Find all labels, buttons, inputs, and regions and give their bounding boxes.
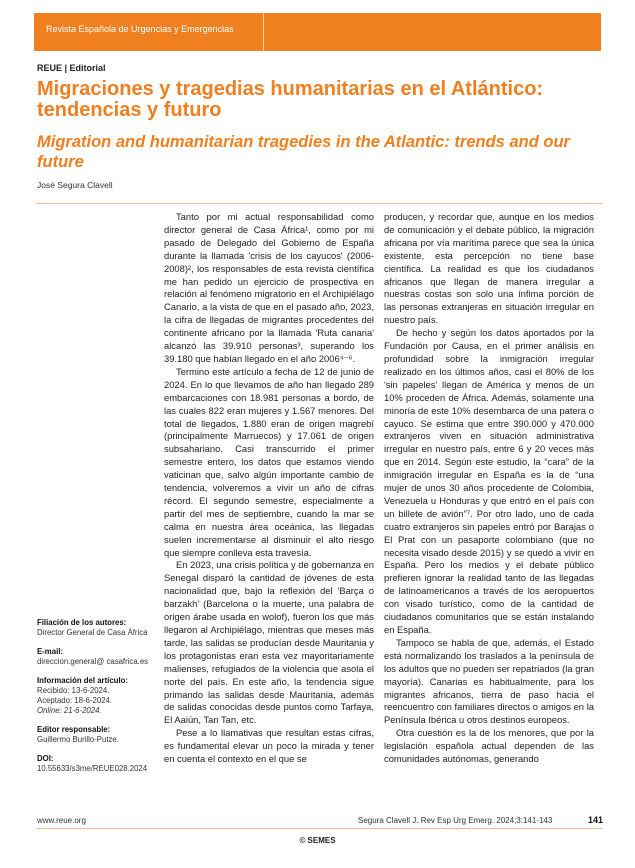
doi-label: DOI: <box>37 754 54 763</box>
email-label: E-mail: <box>37 647 63 656</box>
top-divider <box>36 203 602 204</box>
paragraph: De hecho y según los datos aportados por la Fundación por Causa, en el primer análisis en profundidad sobre la inmigración irregular realizado en los últimos años, casi el 80% de los 'sin papeles' llegan de América y menos de un 10% proceden de África. Además, solamente una minoría de este 10% desembarca de una patera o cayuco. Se estima que entre 390.000 y 470.000 extranjeros viven en situación administrativa irregular en nuestro país, entre 6 y 20 veces más que en 2014. Según este estudio, la “cara” de la inmigración irregular en España es la de “una mujer de unos 30 años procedente de Colombia, Venezuela u Honduras y que entró en el país con un billete de avión”⁷. Por otro lado, uno de cada cuatro extranjeros sin papeles entró por Barajas o El Prat con un pasaporte colombiano (que no necesita visado desde 2015) y se quedó a vivir en España. Pero los medios y el debate público prefieren ignorar la realidad tanto de las llegadas de latinoamericanos a través de los aeropuertos con visado turístico, como de la cantidad de ciudadanos comunitarios que se están instalando en España. <box>384 327 594 635</box>
footer-website-link[interactable]: www.reue.org <box>37 816 86 825</box>
journal-name: Revista Española de Urgencias y Emergencias <box>46 24 234 34</box>
bottom-divider <box>36 828 602 829</box>
footer-citation: Segura Clavell J. Rev Esp Urg Emerg. 2024;3:141-143 <box>358 816 553 825</box>
online-date: Online: 21-6-2024. <box>37 706 102 715</box>
body-column-right <box>384 211 594 766</box>
article-info-label: Información del artículo: <box>37 676 128 685</box>
header-divider <box>263 13 264 51</box>
editor-name: Guillermo Burillo-Putze. <box>37 735 119 744</box>
paragraph: En 2023, una crisis política y de gobernanza en Senegal disparó la cantidad de jóvenes de esta nacionalidad que, bajo la reflexión del 'Barça o barzakh' (Barcelona o la muerte, una palabra de origen árabe usada en wolof), fueron los que más llegaron al Archipiélago, mientras que meses más tarde, las salidas se producían desde Mauritania y los protagonistas eran esta vez mayoritariamente malienses, refugiados de la violencia que asola el norte del país. En este año, la tendencia sigue primando las salidas desde Mauritania, además de salidas conocidas desde puntos como Tarfaya, El Aaiún, Tan Tan, etc. <box>164 559 374 726</box>
article-author: José Segura Clavell <box>37 180 113 190</box>
paragraph: Termino este artículo a fecha de 12 de junio de 2024. En lo que llevamos de año han llegado 289 embarcaciones con 18.981 personas a bordo, de las cuales 822 eran mujeres y 1.567 menores. Del total de llegados, 1.880 eran de origen magrebí (principalmente Marruecos) y 17.061 de origen subsahariano. Casi transcurrido el primer semestre entero, los datos que estamos viendo vaticinan que, salvo algún importante cambio de tendencia, volveremos a vivir un año de cifras récord. El segundo semestre, especialmente a partir del mes de septiembre, cuando la mar se calma en nuestra área oceánica, las llegadas suelen incrementarse al disminuir el alto riesgo que siempre conlleva esta travesía. <box>164 365 374 558</box>
paragraph: Tampoco se habla de que, además, el Estado está normalizando los traslados a la península de los adultos que no pueden ser repatriados (la gran mayoría). Canarias es habitualmente, para los migrantes africanos, tierra de paso hacia el reencuentro con familiares directos o amigos en la Península Ibérica u otros destinos europeos. <box>384 636 594 726</box>
article-title-spanish: Migraciones y tragedias humanitarias en el Atlántico: tendencias y futuro <box>37 78 544 121</box>
publisher-mark: © SEMES <box>299 836 336 845</box>
paragraph: Tanto por mi actual responsabilidad como director general de Casa África¹, como por mi pasado de Delegado del Gobierno de España durante la llamada 'crisis de los cayucos' (2006-2008)², los responsables de esta revista científica me han pedido un ejercicio de prospectiva en relación al fenómeno migratorio en el Archipiélago Canario, a la vista de que en el pasado año, 2023, la cifra de llegadas de migrantes procedentes del continente africano por la llamada 'Ruta canaria' alcanzó las 39.910 personas³, superando los 39.180 que habían llegado en el año 2006⁴⁻⁶. <box>164 211 374 364</box>
affiliation-value: Director General de Casa África <box>37 628 148 637</box>
page-number: 141 <box>588 815 604 825</box>
received-date: Recibido: 13-6-2024. <box>37 686 110 695</box>
body-column-left <box>164 211 374 766</box>
paragraph: Pese a lo llamativas que resultan estas cifras, es fundamental elevar un poco la mirada y tener en cuenta el contexto en el que se <box>164 727 374 765</box>
paragraph: producen, y recordar que, aunque en los medios de comunicación y el debate público, la migración africana por vía marítima parece que sea la única existente, esta percepción no tiene base científica. La realidad es que los ciudadanos africanos que llegan de manera irregular a nuestras costas son solo una ínfima porción de las personas extranjeras en situación irregular en nuestro país. <box>384 211 594 326</box>
affiliation-label: Filiación de los autores: <box>37 618 127 627</box>
section-label: REUE | Editorial <box>37 63 106 73</box>
journal-header-bar <box>34 13 601 51</box>
editor-label: Editor responsable: <box>37 725 111 734</box>
article-title-english: Migration and humanitarian tragedies in the Atlantic: trends and our future <box>37 133 570 171</box>
paragraph: Otra cuestión es la de los menores, que por la legislación española actual dependen de las comunidades autónomas, generando <box>384 727 594 765</box>
doi-link[interactable]: 10.55633/s3me/REUE028.2024 <box>37 764 148 773</box>
article-info-sidebar <box>37 618 152 783</box>
accepted-date: Aceptado: 18-6-2024. <box>37 696 112 705</box>
email-link[interactable]: direccion.general@ casafrica.es <box>37 657 149 666</box>
